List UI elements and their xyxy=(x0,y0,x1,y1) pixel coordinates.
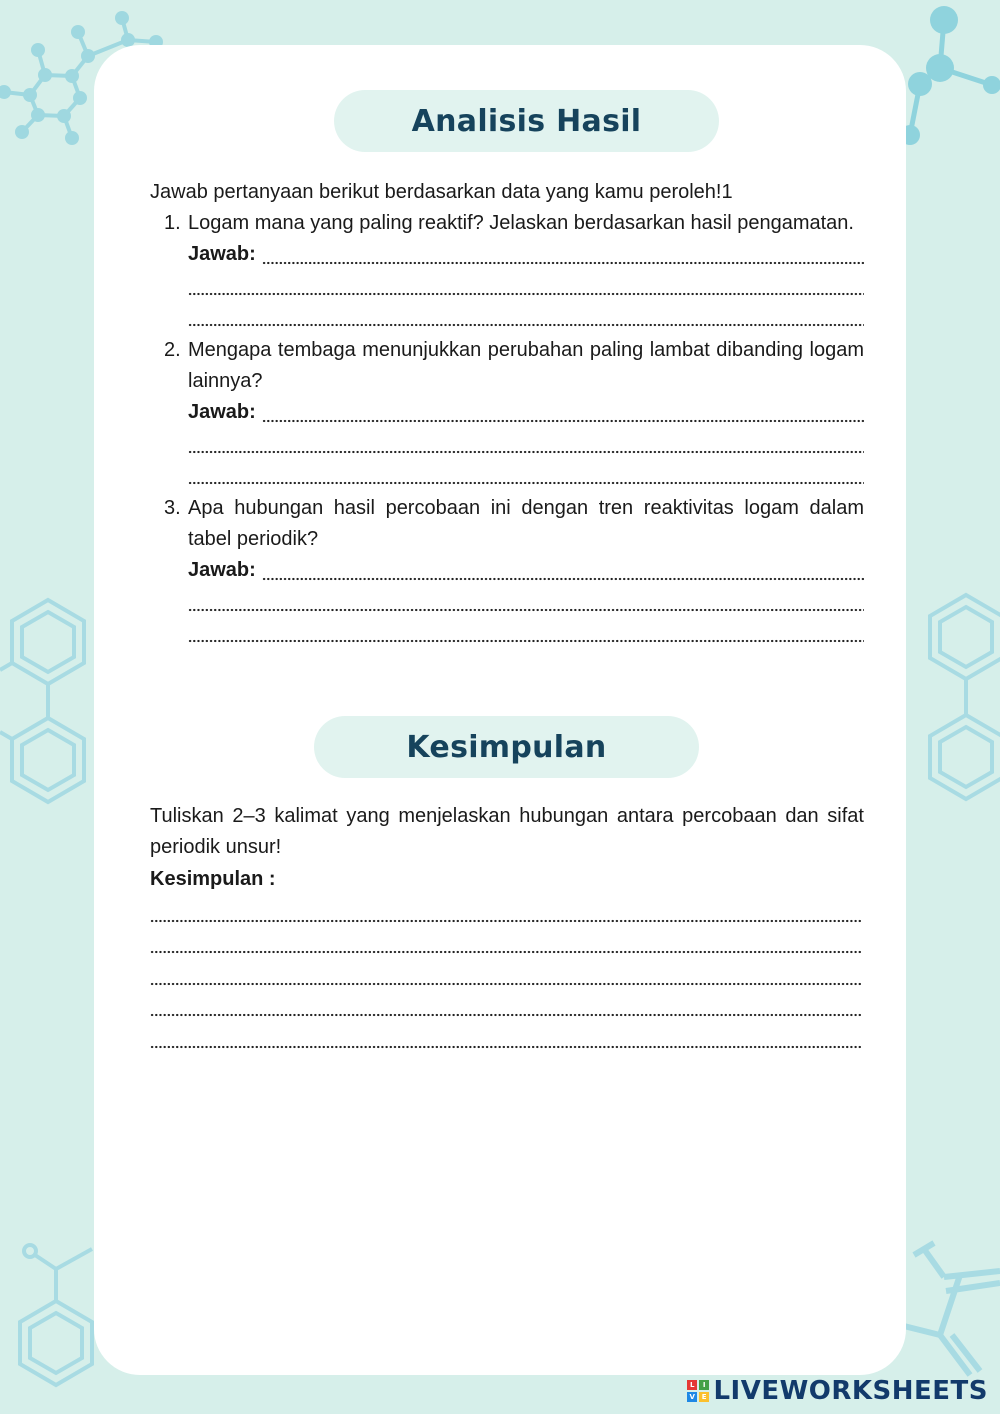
answer-line[interactable] xyxy=(188,239,864,270)
answer-label: Jawab: xyxy=(188,401,256,423)
question-item xyxy=(150,335,864,490)
dotted-line xyxy=(150,960,862,991)
dotted-line xyxy=(188,428,864,459)
conclusion-instruction: Tuliskan 2–3 kalimat yang menjelaskan hubungan antara percobaan dan sifat periodik unsur! xyxy=(150,805,864,858)
answer-line[interactable] xyxy=(188,555,864,586)
dotted-line xyxy=(262,239,864,270)
answer-label: Jawab: xyxy=(188,559,256,581)
analysis-intro: Jawab pertanyaan berikut berdasarkan data yang kamu peroleh!1 xyxy=(150,181,733,203)
liveworksheets-logo-icon xyxy=(687,1380,709,1402)
question-text: Apa hubungan hasil percobaan ini dengan tren reaktivitas logam dalam tabel periodik? xyxy=(188,497,864,550)
question-text: Logam mana yang paling reaktif? Jelaskan berdasarkan hasil pengamatan. xyxy=(188,212,854,234)
answer-line[interactable] xyxy=(188,586,864,617)
conclusion-line[interactable] xyxy=(150,959,862,991)
conclusion-line[interactable] xyxy=(150,896,862,928)
conclusion-line[interactable] xyxy=(150,928,862,960)
dotted-line xyxy=(150,928,862,959)
question-number: 1. xyxy=(164,212,181,234)
answer-line[interactable] xyxy=(188,428,864,459)
answer-line[interactable] xyxy=(188,459,864,490)
conclusion-section-title: Kesimpulan xyxy=(314,716,699,778)
conclusion-line[interactable] xyxy=(150,1022,862,1054)
conclusion-label: Kesimpulan : xyxy=(150,868,276,890)
dotted-line xyxy=(188,617,864,648)
logo-letter: E xyxy=(699,1392,709,1402)
logo-letter: L xyxy=(687,1380,697,1390)
dotted-line xyxy=(150,897,862,928)
dotted-line xyxy=(188,459,864,490)
dotted-line xyxy=(262,397,864,428)
conclusion-answer-area xyxy=(150,896,862,1054)
answer-label: Jawab: xyxy=(188,243,256,265)
dotted-line xyxy=(188,270,864,301)
answer-line[interactable] xyxy=(188,270,864,301)
benzene-decoration-right xyxy=(906,585,1000,825)
analysis-section-title: Analisis Hasil xyxy=(334,90,719,152)
dotted-line xyxy=(262,555,864,586)
logo-letter: V xyxy=(687,1392,697,1402)
answer-line[interactable] xyxy=(188,301,864,332)
answer-line[interactable] xyxy=(188,397,864,428)
dotted-line xyxy=(188,586,864,617)
logo-letter: I xyxy=(699,1380,709,1390)
molecule-decoration-bottom-left xyxy=(0,1235,100,1395)
conclusion-line[interactable] xyxy=(150,991,862,1023)
question-list xyxy=(150,208,864,651)
liveworksheets-logo xyxy=(687,1376,988,1406)
dotted-line xyxy=(150,991,862,1022)
question-number: 2. xyxy=(164,339,181,361)
question-item xyxy=(150,493,864,648)
question-text: Mengapa tembaga menunjukkan perubahan paling lambat dibanding logam lainnya? xyxy=(188,339,864,392)
brand-name: LIVEWORKSHEETS xyxy=(713,1376,988,1406)
dotted-line xyxy=(150,1023,862,1054)
question-item xyxy=(150,208,864,332)
dotted-line xyxy=(188,301,864,332)
question-number: 3. xyxy=(164,497,181,519)
benzene-decoration-left xyxy=(0,590,100,820)
answer-line[interactable] xyxy=(188,617,864,648)
